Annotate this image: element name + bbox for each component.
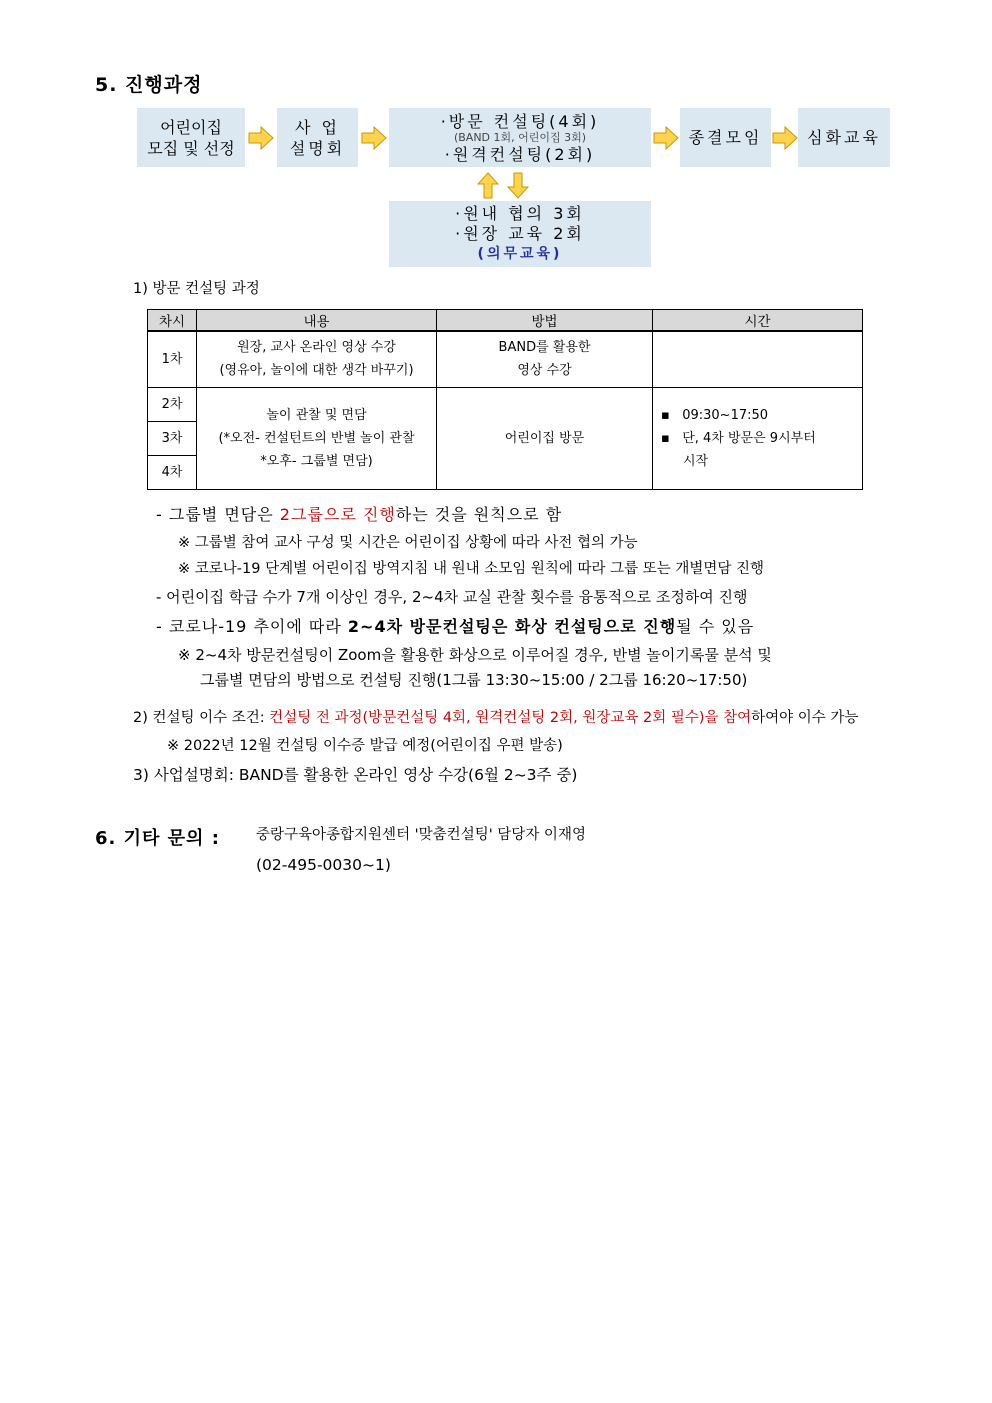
note-zoom: ※ 2~4차 방문컨설팅이 Zoom을 활용한 화상으로 이루어질 경우, 반별 놀이기록물 분석 및 [178, 646, 772, 664]
note-group-interview [156, 505, 562, 525]
note-zoom-schedule: 그룹별 면담의 방법으로 컨설팅 진행(1그룹 13:30~15:00 / 2그룹 16:20~17:50) [200, 671, 748, 689]
note-text: - 그룹별 면담은 [156, 505, 280, 524]
right-arrow-icon [361, 126, 387, 150]
completion-requirement: 컨설팅 전 과정(방문컨설팅 4회, 원격컨설팅 2회, 원장교육 2회 필수)을 참여 [269, 710, 752, 726]
method-line: 영상 수강 [517, 363, 572, 379]
flow-box-advanced [798, 108, 890, 167]
session-cell: 1차 [148, 331, 197, 387]
flow-box-briefing-line1: 사 업 [295, 117, 340, 137]
content-cell [197, 387, 437, 489]
consulting-process-table [147, 309, 863, 490]
flow-box-meetings-line3: (의무교육) [477, 245, 563, 262]
method-cell: 어린이집 방문 [437, 387, 653, 489]
note-class-count: - 어린이집 학급 수가 7개 이상인 경우, 2~4차 교실 관찰 횟수를 융통적으로 조정하여 진행 [156, 588, 748, 606]
note-text: 될 수 있음 [676, 617, 755, 636]
down-arrow-icon [507, 172, 529, 199]
content-line: 원장, 교사 온라인 영상 수강 [237, 340, 396, 356]
time-line: 시작 [683, 453, 709, 469]
section6-title: 6. 기타 문의 : [95, 828, 220, 849]
completion-suffix: 하여야 이수 가능 [751, 710, 859, 726]
note-group-composition: ※ 그룹별 참여 교사 구성 및 시간은 어린이집 상황에 따라 사전 협의 가능 [178, 535, 638, 551]
subsection-3-briefing: 3) 사업설명회: BAND를 활용한 온라인 영상 수강(6월 2~3주 중) [133, 766, 578, 784]
flow-box-advanced-label: 심화교육 [807, 128, 881, 147]
note-video-consulting [156, 617, 754, 637]
flow-box-meetings [389, 201, 651, 267]
up-arrow-icon [477, 172, 499, 199]
right-arrow-icon [772, 126, 798, 150]
flow-box-consulting-line1: ·방문 컨설팅(4회) [440, 111, 600, 131]
flow-box-consulting-line2: (BAND 1회, 어린이집 3회) [453, 130, 587, 144]
subsection-2-completion [133, 708, 858, 728]
note-text: 하는 것을 원칙으로 함 [395, 505, 563, 524]
content-cell [197, 331, 437, 387]
content-line: (*오전- 컨설턴트의 반별 놀이 관찰 [218, 430, 415, 446]
flow-box-closing-label: 종결모임 [688, 128, 763, 147]
table-header: 내용 [197, 310, 437, 332]
section5-title: 5. 진행과정 [95, 74, 203, 96]
content-line: (영유아, 놀이에 대한 생각 바꾸기) [219, 363, 414, 379]
flow-box-consulting-line3: ·원격컨설팅(2회) [444, 144, 596, 164]
completion-label: 2) 컨설팅 이수 조건: [133, 710, 270, 726]
flow-box-recruitment-line2: 모집 및 선정 [147, 138, 235, 158]
contact-text: 중랑구육아종합지원센터 '맞춤컨설팅' 담당자 이재영 [256, 827, 586, 843]
time-bullet: ▪ 09:30~17:50 [661, 407, 769, 423]
flow-box-meetings-line1: ·원내 협의 3회 [455, 203, 585, 223]
method-line: BAND를 활용한 [498, 340, 591, 356]
table-header: 방법 [437, 310, 653, 332]
subsection-1-title: 1) 방문 컨설팅 과정 [133, 281, 260, 297]
table-row [148, 331, 863, 387]
method-cell [437, 331, 653, 387]
flow-box-recruitment [137, 108, 245, 167]
time-cell [653, 331, 863, 387]
note-text: - 코로나-19 추이에 따라 [156, 617, 348, 636]
right-arrow-icon [653, 126, 679, 150]
time-cell [653, 387, 863, 489]
table-header-row [148, 310, 863, 332]
session-cell: 4차 [148, 455, 197, 489]
flow-box-consulting [389, 108, 651, 167]
note-highlight: 2~4차 방문컨설팅은 화상 컨설팅으로 진행 [347, 617, 677, 636]
content-line: 놀이 관찰 및 면담 [266, 407, 367, 423]
table-row [148, 387, 863, 421]
flow-box-recruitment-line1: 어린이집 [160, 117, 222, 137]
flow-box-meetings-line2: ·원장 교육 2회 [455, 223, 585, 243]
time-line: 단, 4차 방문은 9시부터 [682, 430, 816, 446]
flow-box-closing [680, 108, 771, 167]
note-highlight: 2그룹으로 진행 [279, 505, 396, 524]
content-line: *오후- 그룹별 면담) [260, 453, 373, 469]
flow-box-briefing [277, 108, 358, 167]
flow-box-briefing-line2: 설명회 [289, 138, 346, 158]
session-cell: 2차 [148, 387, 197, 421]
certificate-note: ※ 2022년 12월 컨설팅 이수증 발급 예정(어린이집 우편 발송) [167, 738, 563, 754]
note-covid-guideline: ※ 코로나-19 단계별 어린이집 방역지침 내 원내 소모임 원칙에 따라 그룹 또는 개별면담 진행 [178, 561, 764, 577]
contact-phone: (02-495-0030~1) [256, 856, 391, 874]
session-cell: 3차 [148, 421, 197, 455]
table-header: 차시 [148, 310, 197, 332]
time-bullet: ▪ 단, 4차 방문은 9시부터 [661, 430, 816, 446]
time-line: 09:30~17:50 [682, 407, 769, 423]
table-header: 시간 [653, 310, 863, 332]
right-arrow-icon [248, 126, 274, 150]
